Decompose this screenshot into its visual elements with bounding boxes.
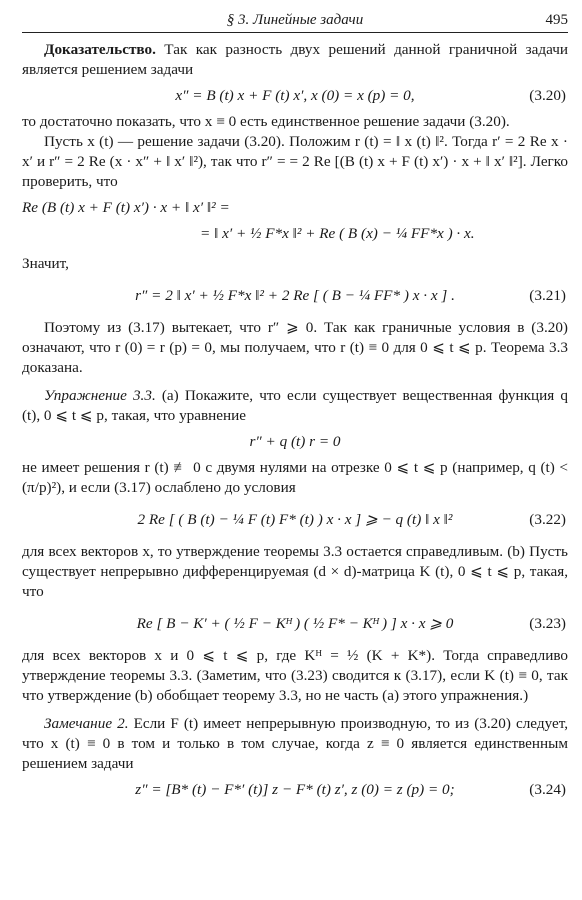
equation-number: (3.21) xyxy=(529,287,566,304)
equation-formula: 2 Re [ ( B (t) − ¼ F (t) F* (t) ) x · x ] ⩾ − q (t) ‖ x ‖² xyxy=(137,511,453,528)
page-body xyxy=(22,40,568,806)
exercise-text: (a) Покажите, что если существует вещественная функция q (t), 0 ⩽ t ⩽ p, такая, что уравнение xyxy=(22,387,568,424)
equation-number: (3.24) xyxy=(529,781,566,798)
paragraph: для всех векторов x и 0 ⩽ t ⩽ p, где Kᴴ = ½ (K + K*). Тогда справедливо утверждение теоремы 3.3. (Заметим, что (3.23) сводится к (3.17), если K (t) ≡ 0, так что утверждение (b) обобщает теорему 3.3, но не часть (a) этого упражнения.) xyxy=(22,647,568,704)
exercise-heading: Упражнение 3.3. xyxy=(44,387,156,404)
proof-paragraph xyxy=(22,40,568,80)
equation-check-left: Re (B (t) x + F (t) x′) · x + ‖ x′ ‖² = xyxy=(22,199,230,216)
equation-formula: z″ = [B* (t) − F*′ (t)] z − F* (t) z′, z (0) = z (p) = 0; xyxy=(135,781,455,798)
exercise-paragraph xyxy=(22,386,568,426)
paragraph: не имеет решения r (t) ≢ 0 с двумя нулями на отрезке 0 ⩽ t ⩽ p (например, q (t) < (π/p)²), и если (3.17) ослаблено до условия xyxy=(22,459,568,496)
running-header xyxy=(22,10,568,33)
equation-3-21 xyxy=(22,286,568,306)
remark-heading: Замечание 2. xyxy=(44,715,129,732)
equation-3-20 xyxy=(22,86,568,106)
paragraph: для всех векторов x, то утверждение теоремы 3.3 остается справедливым. (b) Пусть существует непрерывно дифференцируемая (d × d)-матрица K (t), 0 ⩽ t ⩽ p, такая, что xyxy=(22,543,568,600)
equation-check-right: = ‖ x′ + ½ F*x ‖² + Re ( B (x) − ¼ FF*x ) · x. xyxy=(200,225,475,242)
paragraph: Поэтому из (3.17) вытекает, что r″ ⩾ 0. Так как граничные условия в (3.20) означают, что r (0) = r (p) = 0, мы получаем, что r (t) ≡ 0 для 0 ⩽ t ⩽ p. Теорема 3.3 доказана. xyxy=(22,319,568,376)
equation-number: (3.20) xyxy=(529,87,566,104)
proof-text: Так как разность двух решений данной граничной задачи является решением задачи xyxy=(22,41,568,78)
paragraph: Пусть x (t) — решение задачи (3.20). Положим r (t) = ‖ x (t) ‖². Тогда r′ = 2 Re x · x′ и r″ = 2 Re (x · x″ + ‖ x′ ‖²), так что r″ = = 2 Re [(B (t) x + F (t) x′) · x + ‖ x′ ‖²]. Легко проверить, что xyxy=(22,133,568,190)
equation-3-22 xyxy=(22,510,568,530)
paragraph: то достаточно показать, что x ≡ 0 есть единственное решение задачи (3.20). xyxy=(22,113,510,130)
section-title: § 3. Линейные задачи xyxy=(226,12,364,28)
equation-3-23 xyxy=(22,614,568,634)
paragraph: Значит, xyxy=(22,255,69,272)
equation-formula: Re [ B − K′ + ( ½ F − Kᴴ ) ( ½ F* − Kᴴ ) ] x · x ⩾ 0 xyxy=(136,615,454,632)
page-number: 495 xyxy=(545,12,568,28)
equation-formula: x″ = B (t) x + F (t) x′, x (0) = x (p) = 0, xyxy=(175,87,415,104)
equation-q: r″ + q (t) r = 0 xyxy=(249,433,341,450)
equation-number: (3.23) xyxy=(529,615,566,632)
equation-3-24 xyxy=(22,780,568,800)
proof-heading: Доказательство. xyxy=(44,41,156,58)
remark-text: Если F (t) имеет непрерывную производную, то из (3.20) следует, что x (t) ≡ 0 в том и только в том случае, когда z ≡ 0 является единственным решением задачи xyxy=(22,715,568,772)
equation-number: (3.22) xyxy=(529,511,566,528)
remark-paragraph xyxy=(22,714,568,774)
equation-formula: r″ = 2 ‖ x′ + ½ F*x ‖² + 2 Re [ ( B − ¼ FF* ) x · x ] . xyxy=(135,287,455,304)
